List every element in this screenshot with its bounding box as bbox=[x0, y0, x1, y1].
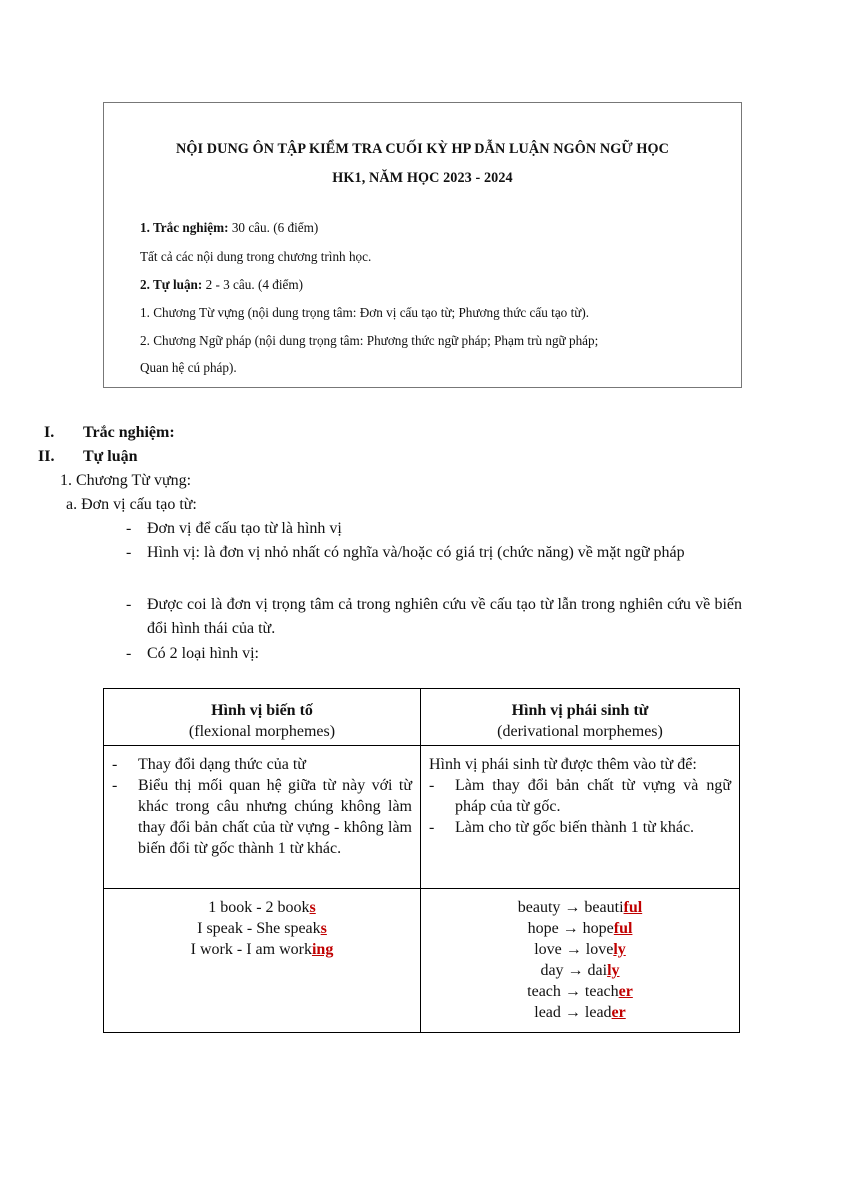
derivational-intro: Hình vị phái sinh từ được thêm vào từ để: bbox=[429, 756, 697, 773]
example-row: 1 book - 2 books bbox=[208, 899, 316, 916]
header-derivational bbox=[421, 689, 740, 746]
derivational-title: Hình vị phái sinh từ bbox=[511, 702, 649, 719]
notice-title-line2: HK1, NĂM HỌC 2023 - 2024 bbox=[332, 170, 513, 186]
example-row: beauty → beautiful bbox=[517, 899, 643, 916]
flexional-examples bbox=[104, 889, 421, 1033]
section-1-number: I. bbox=[44, 424, 55, 441]
notice-item2-cont: Quan hệ cú pháp). bbox=[140, 360, 237, 375]
list-item: - Biểu thị mối quan hệ giữa từ này với từ khác trong câu nhưng chúng không làm thay đổi bản chất của từ vựng - không làm biến đổi từ gốc thành 1 từ khác. bbox=[112, 777, 412, 857]
notice-part2-label: 2. Tự luận: bbox=[140, 277, 203, 292]
morpheme-table bbox=[103, 688, 740, 1033]
bullet-dash: - bbox=[126, 645, 132, 662]
notice-part1 bbox=[140, 220, 318, 236]
bullet-dash: - bbox=[126, 544, 132, 561]
subsection-word-unit: a. Đơn vị cấu tạo từ: bbox=[66, 496, 197, 513]
notice-part2 bbox=[140, 277, 303, 293]
example-row: I speak - She speaks bbox=[197, 920, 327, 937]
example-row: love → lovely bbox=[534, 941, 626, 958]
flexional-title: Hình vị biến tố bbox=[211, 702, 313, 719]
section-1-title: Trắc nghiệm: bbox=[83, 424, 175, 441]
list-item: - Thay đổi dạng thức của từ bbox=[112, 756, 306, 773]
section-2-title: Tự luận bbox=[83, 448, 138, 465]
flexional-subtitle: (flexional morphemes) bbox=[188, 723, 336, 740]
notice-part2-text: 2 - 3 câu. (4 điểm) bbox=[202, 277, 303, 292]
notice-item2: 2. Chương Ngữ pháp (nội dung trọng tâm: Phương thức ngữ pháp; Phạm trù ngữ pháp; bbox=[140, 333, 599, 348]
example-row: teach → teacher bbox=[527, 983, 633, 1000]
list-item: - Làm thay đổi bản chất từ vựng và ngữ pháp của từ gốc. bbox=[429, 777, 731, 815]
example-row: I work - I am working bbox=[190, 941, 334, 958]
section-2-number: II. bbox=[38, 448, 55, 465]
bullet-text: Có 2 loại hình vị: bbox=[147, 645, 259, 662]
notice-title-line1: NỘI DUNG ÔN TẬP KIỂM TRA CUỐI KỲ HP DẪN LUẬN NGÔN NGỮ HỌC bbox=[176, 141, 669, 157]
derivational-subtitle: (derivational morphemes) bbox=[497, 723, 663, 740]
notice-box bbox=[103, 102, 742, 388]
flexional-description bbox=[104, 746, 421, 889]
example-row: day → daily bbox=[540, 962, 620, 979]
notice-part1-desc: Tất cả các nội dung trong chương trình học. bbox=[140, 249, 372, 264]
notice-part1-label: 1. Trắc nghiệm: bbox=[140, 220, 229, 235]
subsection-vocabulary: 1. Chương Từ vựng: bbox=[60, 472, 192, 489]
notice-part1-text: 30 câu. (6 điểm) bbox=[228, 220, 319, 235]
bullet-dash: - bbox=[126, 596, 132, 613]
header-flexional bbox=[104, 689, 421, 746]
derivational-examples bbox=[421, 889, 740, 1033]
bullet-text: Được coi là đơn vị trọng tâm cả trong nghiên cứu về cấu tạo từ lẫn trong nghiên cứu về biến đổi hình thái của từ. bbox=[147, 596, 742, 637]
list-item: - Làm cho từ gốc biến thành 1 từ khác. bbox=[429, 819, 695, 836]
bullet-text: Đơn vị để cấu tạo từ là hình vị bbox=[147, 520, 342, 537]
notice-item1: 1. Chương Từ vựng (nội dung trọng tâm: Đơn vị cấu tạo từ; Phương thức cấu tạo từ). bbox=[140, 305, 590, 320]
bullet-dash: - bbox=[126, 520, 132, 537]
example-row: hope → hopeful bbox=[527, 920, 633, 937]
example-row: lead → leader bbox=[534, 1004, 626, 1021]
derivational-description bbox=[421, 746, 740, 889]
bullet-text: Hình vị: là đơn vị nhỏ nhất có nghĩa và/hoặc có giá trị (chức năng) về mặt ngữ pháp bbox=[147, 544, 685, 561]
